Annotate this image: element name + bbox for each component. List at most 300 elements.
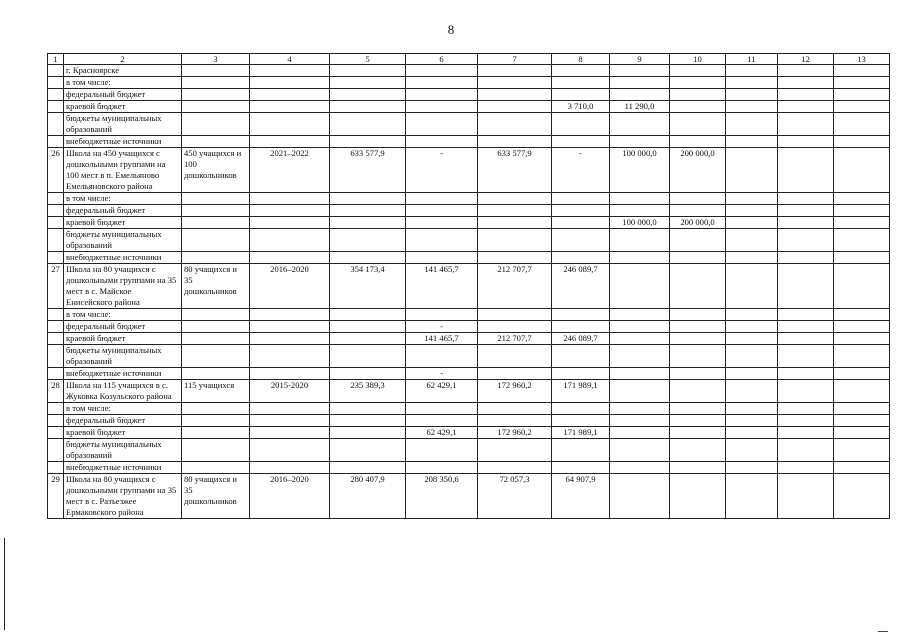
table-cell bbox=[406, 77, 478, 89]
table-cell bbox=[250, 136, 330, 148]
table-cell: 246 089,7 bbox=[552, 264, 610, 309]
page-number: 8 bbox=[447, 22, 455, 37]
table-cell: бюджеты муниципальных образований bbox=[64, 439, 182, 462]
table-cell bbox=[250, 309, 330, 321]
table-cell bbox=[670, 403, 726, 415]
table-cell bbox=[610, 403, 670, 415]
table-cell bbox=[250, 403, 330, 415]
table-cell bbox=[552, 321, 610, 333]
table-cell bbox=[48, 462, 64, 474]
table-cell bbox=[778, 264, 834, 309]
table-cell bbox=[670, 368, 726, 380]
table-cell bbox=[670, 136, 726, 148]
table-cell bbox=[610, 415, 670, 427]
table-cell bbox=[478, 439, 552, 462]
table-cell bbox=[406, 345, 478, 368]
table-cell: 62 429,1 bbox=[406, 380, 478, 403]
column-header: 4 bbox=[250, 54, 330, 65]
table-cell bbox=[778, 65, 834, 77]
column-header: 8 bbox=[552, 54, 610, 65]
table-cell bbox=[834, 380, 890, 403]
table-cell bbox=[670, 252, 726, 264]
table-cell bbox=[330, 403, 406, 415]
table-cell bbox=[478, 65, 552, 77]
table-cell bbox=[182, 368, 250, 380]
table-cell bbox=[250, 101, 330, 113]
table-cell bbox=[670, 113, 726, 136]
table-cell: федеральный бюджет bbox=[64, 415, 182, 427]
table-cell: внебюджетные источники bbox=[64, 252, 182, 264]
table-cell bbox=[610, 193, 670, 205]
table-cell bbox=[330, 89, 406, 101]
table-cell: бюджеты муниципальных образований bbox=[64, 229, 182, 252]
table-cell: 11 290,0 bbox=[610, 101, 670, 113]
table-cell: 235 389,3 bbox=[330, 380, 406, 403]
funding-source-row bbox=[48, 427, 890, 439]
table-cell bbox=[48, 333, 64, 345]
table-cell bbox=[250, 205, 330, 217]
table-cell bbox=[778, 77, 834, 89]
table-cell bbox=[182, 77, 250, 89]
table-cell bbox=[552, 89, 610, 101]
funding-source-row bbox=[48, 321, 890, 333]
table-cell bbox=[330, 368, 406, 380]
table-cell bbox=[670, 65, 726, 77]
column-header: 6 bbox=[406, 54, 478, 65]
table-cell bbox=[406, 415, 478, 427]
table-cell bbox=[478, 462, 552, 474]
table-cell bbox=[726, 474, 778, 519]
table-cell bbox=[182, 252, 250, 264]
table-cell: внебюджетные источники bbox=[64, 136, 182, 148]
table-cell: 200 000,0 bbox=[670, 217, 726, 229]
table-cell bbox=[330, 205, 406, 217]
table-cell bbox=[670, 345, 726, 368]
table-cell bbox=[778, 136, 834, 148]
funding-source-row bbox=[48, 65, 890, 77]
table-cell bbox=[250, 113, 330, 136]
table-cell: 64 907,9 bbox=[552, 474, 610, 519]
table-cell bbox=[478, 136, 552, 148]
table-cell bbox=[610, 77, 670, 89]
table-cell bbox=[610, 252, 670, 264]
table-cell bbox=[330, 229, 406, 252]
table-cell bbox=[478, 415, 552, 427]
table-cell bbox=[48, 65, 64, 77]
table-cell bbox=[670, 321, 726, 333]
table-cell: 633 577,9 bbox=[478, 148, 552, 193]
table-cell: - bbox=[406, 368, 478, 380]
table-cell bbox=[834, 136, 890, 148]
table-cell bbox=[778, 474, 834, 519]
column-header: 1 bbox=[48, 54, 64, 65]
margin-line bbox=[4, 538, 5, 630]
table-cell bbox=[406, 462, 478, 474]
budget-table bbox=[47, 53, 890, 519]
table-cell bbox=[48, 205, 64, 217]
table-cell: 354 173,4 bbox=[330, 264, 406, 309]
table-cell bbox=[182, 136, 250, 148]
table-cell bbox=[406, 136, 478, 148]
table-cell bbox=[182, 321, 250, 333]
table-cell bbox=[726, 264, 778, 309]
table-cell bbox=[670, 439, 726, 462]
column-header: 5 bbox=[330, 54, 406, 65]
table-cell bbox=[478, 193, 552, 205]
table-cell: федеральный бюджет bbox=[64, 321, 182, 333]
table-cell bbox=[406, 101, 478, 113]
table-cell bbox=[250, 217, 330, 229]
table-cell: в том числе: bbox=[64, 193, 182, 205]
table-cell bbox=[48, 101, 64, 113]
table-cell bbox=[406, 403, 478, 415]
table-cell bbox=[48, 217, 64, 229]
table-cell: - bbox=[406, 148, 478, 193]
table-cell bbox=[834, 252, 890, 264]
table-cell bbox=[250, 462, 330, 474]
table-cell bbox=[726, 101, 778, 113]
funding-source-row bbox=[48, 229, 890, 252]
table-cell bbox=[726, 193, 778, 205]
column-header: 12 bbox=[778, 54, 834, 65]
table-cell: бюджеты муниципальных образований bbox=[64, 113, 182, 136]
table-cell bbox=[48, 439, 64, 462]
table-cell bbox=[610, 89, 670, 101]
table-cell bbox=[610, 321, 670, 333]
funding-source-row bbox=[48, 205, 890, 217]
table-cell bbox=[778, 439, 834, 462]
table-cell bbox=[834, 321, 890, 333]
column-header: 9 bbox=[610, 54, 670, 65]
table-cell bbox=[330, 427, 406, 439]
table-cell: г. Красноярске bbox=[64, 65, 182, 77]
table-cell bbox=[834, 193, 890, 205]
table-cell: внебюджетные источники bbox=[64, 462, 182, 474]
column-header: 10 bbox=[670, 54, 726, 65]
table-cell: 212 707,7 bbox=[478, 264, 552, 309]
table-cell: 100 000,0 bbox=[610, 148, 670, 193]
table-cell: 3 710,0 bbox=[552, 101, 610, 113]
column-header: 13 bbox=[834, 54, 890, 65]
table-cell bbox=[250, 345, 330, 368]
table-cell bbox=[834, 65, 890, 77]
table-cell bbox=[250, 439, 330, 462]
table-cell bbox=[182, 217, 250, 229]
table-cell bbox=[670, 333, 726, 345]
table-cell bbox=[778, 333, 834, 345]
table-cell bbox=[478, 89, 552, 101]
table-cell: 100 000,0 bbox=[610, 217, 670, 229]
table-cell bbox=[250, 368, 330, 380]
column-header: 2 bbox=[64, 54, 182, 65]
table-cell bbox=[670, 89, 726, 101]
table-cell bbox=[406, 89, 478, 101]
table-cell bbox=[670, 309, 726, 321]
table-cell bbox=[834, 474, 890, 519]
table-cell bbox=[726, 136, 778, 148]
table-cell bbox=[778, 205, 834, 217]
table-cell bbox=[330, 462, 406, 474]
table-cell bbox=[48, 403, 64, 415]
table-cell bbox=[670, 474, 726, 519]
table-cell bbox=[182, 193, 250, 205]
table-cell: 171 989,1 bbox=[552, 380, 610, 403]
table-cell bbox=[552, 403, 610, 415]
table-cell: 115 учащихся bbox=[182, 380, 250, 403]
table-cell bbox=[726, 148, 778, 193]
table-cell: 62 429,1 bbox=[406, 427, 478, 439]
table-cell bbox=[330, 193, 406, 205]
table-cell bbox=[182, 333, 250, 345]
table-cell bbox=[182, 89, 250, 101]
table-cell bbox=[834, 217, 890, 229]
table-cell: в том числе: bbox=[64, 309, 182, 321]
table-cell: федеральный бюджет bbox=[64, 205, 182, 217]
table-cell bbox=[610, 427, 670, 439]
table-cell bbox=[552, 205, 610, 217]
table-cell bbox=[610, 264, 670, 309]
table-cell bbox=[48, 193, 64, 205]
table-cell bbox=[48, 229, 64, 252]
table-cell bbox=[610, 474, 670, 519]
table-cell bbox=[478, 309, 552, 321]
table-cell: 450 учащихся и 100 дошкольников bbox=[182, 148, 250, 193]
funding-source-row bbox=[48, 101, 890, 113]
table-cell bbox=[330, 345, 406, 368]
table-cell bbox=[406, 193, 478, 205]
table-cell bbox=[182, 309, 250, 321]
table-cell bbox=[670, 193, 726, 205]
table-cell bbox=[778, 89, 834, 101]
table-cell bbox=[778, 193, 834, 205]
table-cell bbox=[330, 252, 406, 264]
table-cell bbox=[250, 252, 330, 264]
table-cell bbox=[726, 368, 778, 380]
table-cell bbox=[778, 368, 834, 380]
table-cell bbox=[552, 77, 610, 89]
project-row bbox=[48, 380, 890, 403]
table-cell bbox=[250, 321, 330, 333]
table-cell bbox=[834, 403, 890, 415]
table-cell: 2021–2022 bbox=[250, 148, 330, 193]
table-cell bbox=[478, 101, 552, 113]
table-cell bbox=[610, 205, 670, 217]
funding-source-row bbox=[48, 403, 890, 415]
table-cell bbox=[726, 309, 778, 321]
table-cell bbox=[330, 415, 406, 427]
table-cell bbox=[610, 380, 670, 403]
table-cell bbox=[478, 345, 552, 368]
table-cell bbox=[778, 252, 834, 264]
table-cell bbox=[834, 333, 890, 345]
table-cell bbox=[834, 345, 890, 368]
table-cell bbox=[834, 439, 890, 462]
table-cell bbox=[330, 439, 406, 462]
table-cell bbox=[834, 113, 890, 136]
table-cell: 172 960,2 bbox=[478, 427, 552, 439]
table-cell bbox=[406, 113, 478, 136]
table-cell bbox=[778, 462, 834, 474]
table-cell bbox=[48, 368, 64, 380]
table-cell bbox=[478, 368, 552, 380]
table-cell: краевой бюджет bbox=[64, 427, 182, 439]
table-cell: - bbox=[552, 148, 610, 193]
table-cell: 208 350,6 bbox=[406, 474, 478, 519]
table-cell: в том числе: bbox=[64, 77, 182, 89]
table-cell bbox=[778, 345, 834, 368]
table-cell: 172 960,2 bbox=[478, 380, 552, 403]
table-cell: внебюджетные источники bbox=[64, 368, 182, 380]
table-cell bbox=[834, 368, 890, 380]
table-cell bbox=[330, 113, 406, 136]
table-cell bbox=[406, 205, 478, 217]
table-cell bbox=[610, 439, 670, 462]
table-cell bbox=[610, 345, 670, 368]
table-cell bbox=[670, 415, 726, 427]
table-cell bbox=[726, 205, 778, 217]
table-cell bbox=[330, 321, 406, 333]
table-cell: краевой бюджет bbox=[64, 333, 182, 345]
table-cell bbox=[610, 136, 670, 148]
table-cell bbox=[778, 415, 834, 427]
table-cell: 246 089,7 bbox=[552, 333, 610, 345]
table-cell bbox=[250, 427, 330, 439]
table-cell bbox=[48, 321, 64, 333]
funding-source-row bbox=[48, 193, 890, 205]
table-cell bbox=[182, 113, 250, 136]
table-cell bbox=[778, 309, 834, 321]
table-cell bbox=[406, 229, 478, 252]
table-cell bbox=[670, 462, 726, 474]
table-cell bbox=[330, 333, 406, 345]
table-cell bbox=[250, 65, 330, 77]
table-cell: 2016–2020 bbox=[250, 264, 330, 309]
table-cell: Школа на 450 учащихся с дошкольными группами на 100 мест в п. Емельяново Емельяновского района bbox=[64, 148, 182, 193]
table-cell bbox=[726, 380, 778, 403]
table-cell: в том числе: bbox=[64, 403, 182, 415]
table-cell bbox=[182, 462, 250, 474]
table-cell bbox=[552, 113, 610, 136]
table-cell bbox=[478, 77, 552, 89]
table-cell: 633 577,9 bbox=[330, 148, 406, 193]
table-cell bbox=[834, 148, 890, 193]
table-cell bbox=[670, 101, 726, 113]
table-cell bbox=[182, 101, 250, 113]
funding-source-row bbox=[48, 136, 890, 148]
table-cell bbox=[670, 77, 726, 89]
table-cell bbox=[182, 439, 250, 462]
table-cell bbox=[726, 217, 778, 229]
table-cell: Школа на 80 учащихся с дошкольными группами на 35 мест в с. Майское Енисейского района bbox=[64, 264, 182, 309]
table-cell: 2016–2020 bbox=[250, 474, 330, 519]
table-cell bbox=[182, 427, 250, 439]
table-cell bbox=[610, 368, 670, 380]
funding-source-row bbox=[48, 113, 890, 136]
table-cell bbox=[778, 229, 834, 252]
table-cell bbox=[406, 309, 478, 321]
table-cell bbox=[406, 65, 478, 77]
table-cell bbox=[250, 77, 330, 89]
table-cell bbox=[778, 101, 834, 113]
table-cell bbox=[778, 113, 834, 136]
table-cell bbox=[834, 101, 890, 113]
table-cell bbox=[834, 462, 890, 474]
table-cell bbox=[48, 136, 64, 148]
table-cell bbox=[182, 345, 250, 368]
table-cell bbox=[552, 345, 610, 368]
project-row bbox=[48, 148, 890, 193]
table-cell bbox=[552, 217, 610, 229]
table-cell bbox=[726, 333, 778, 345]
table-cell bbox=[478, 403, 552, 415]
table-cell bbox=[778, 380, 834, 403]
table-cell: 200 000,0 bbox=[670, 148, 726, 193]
funding-source-row bbox=[48, 333, 890, 345]
table-cell bbox=[552, 309, 610, 321]
funding-source-row bbox=[48, 89, 890, 101]
table-cell: 28 bbox=[48, 380, 64, 403]
table-cell bbox=[182, 205, 250, 217]
table-cell bbox=[778, 148, 834, 193]
table-cell bbox=[406, 217, 478, 229]
table-cell bbox=[48, 309, 64, 321]
table-cell bbox=[48, 252, 64, 264]
column-header: 11 bbox=[726, 54, 778, 65]
table-cell bbox=[250, 229, 330, 252]
table-cell bbox=[610, 462, 670, 474]
table-cell: 141 465,7 bbox=[406, 264, 478, 309]
table-cell bbox=[610, 333, 670, 345]
table-cell bbox=[726, 403, 778, 415]
table-cell bbox=[182, 229, 250, 252]
table-cell bbox=[330, 136, 406, 148]
table-cell bbox=[478, 113, 552, 136]
table-cell: 280 407,9 bbox=[330, 474, 406, 519]
table-cell bbox=[726, 321, 778, 333]
table-cell: 29 bbox=[48, 474, 64, 519]
table-cell bbox=[726, 65, 778, 77]
table-cell bbox=[778, 427, 834, 439]
table-cell bbox=[48, 415, 64, 427]
table-cell bbox=[610, 229, 670, 252]
table-cell bbox=[610, 65, 670, 77]
corner-dash bbox=[878, 631, 888, 632]
table-cell bbox=[250, 193, 330, 205]
table-cell bbox=[726, 415, 778, 427]
funding-source-row bbox=[48, 252, 890, 264]
table-cell bbox=[552, 462, 610, 474]
table-cell bbox=[610, 309, 670, 321]
table-cell bbox=[778, 403, 834, 415]
funding-source-row bbox=[48, 309, 890, 321]
table-cell: краевой бюджет bbox=[64, 101, 182, 113]
table-cell bbox=[670, 264, 726, 309]
table-cell: 171 989,1 bbox=[552, 427, 610, 439]
table-cell bbox=[726, 113, 778, 136]
table-cell bbox=[670, 427, 726, 439]
table-cell bbox=[552, 65, 610, 77]
table-cell: 72 057,3 bbox=[478, 474, 552, 519]
table-cell bbox=[670, 380, 726, 403]
table-cell bbox=[726, 229, 778, 252]
table-cell bbox=[834, 77, 890, 89]
table-cell: Школа на 115 учащихся в с. Жуковка Козульского района bbox=[64, 380, 182, 403]
table-cell bbox=[48, 113, 64, 136]
table-cell bbox=[330, 309, 406, 321]
funding-source-row bbox=[48, 217, 890, 229]
table-cell bbox=[48, 427, 64, 439]
table-cell: Школа на 80 учащихся с дошкольными группами на 35 мест в с. Разъезжее Ермаковского района bbox=[64, 474, 182, 519]
